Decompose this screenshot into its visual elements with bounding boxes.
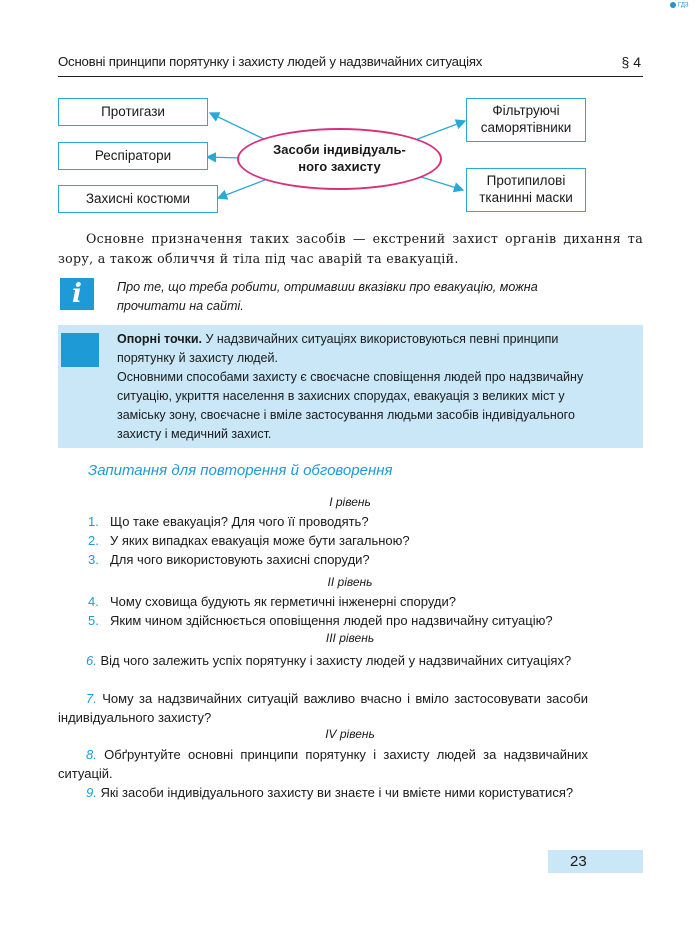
diagram-center-ellipse: Засоби індивідуаль- ного захисту	[237, 128, 442, 190]
question-item: 1. Що таке евакуація? Для чого її проводять?	[88, 514, 369, 529]
main-paragraph: Основне призначення таких засобів — екстрений захист органів дихання та зору, а також обличчя й тіла під час аварій та евакуацій.	[58, 231, 643, 266]
level-4-label: IV рівень	[325, 727, 375, 741]
level-1-label: I рівень	[329, 495, 371, 509]
info-icon: i	[60, 278, 94, 310]
arrow-to-protyhazy	[210, 113, 270, 142]
key-points-icon	[61, 333, 99, 367]
question-item: 5. Яким чином здійснюється оповіщення людей про надзвичайну ситуацію?	[88, 613, 553, 628]
question-item: 4. Чому сховища будують як герметичні інженерні споруди?	[88, 594, 456, 609]
arrow-to-kostiumy	[218, 180, 265, 198]
question-item: 9. Які засоби індивідуального захисту ви знаєте і чи вмієте ними користуватися?	[86, 785, 574, 800]
question-item: 8. Обґрунтуйте основні принципи порятунку і захисту людей за надзвичайних ситуацій.	[58, 747, 588, 781]
level-3-label: III рівень	[325, 631, 375, 645]
arrow-to-respiratory	[207, 157, 240, 158]
question-item: 7. Чому за надзвичайних ситуацій важливо вчасно і вміло застосовувати засоби індивідуального захисту?	[58, 691, 588, 725]
key-points-label: Опорні точки.	[117, 332, 202, 346]
level-2-label: II рівень	[327, 575, 373, 589]
diagram-box-samoriativnyky: Фільтруючі саморятівники	[466, 98, 586, 142]
question-item: 3. Для чого використовують захисні споруди?	[88, 552, 370, 567]
diagram-box-masky: Протипилові тканинні маски	[466, 168, 586, 212]
question-item: 6. Від чого залежить успіх порятунку і захисту людей у надзвичайних ситуаціях?	[86, 653, 572, 668]
page-number: 23	[548, 850, 643, 873]
question-item: 2. У яких випадках евакуація може бути загальною?	[88, 533, 410, 548]
key-points-text: Опорні точки. У надзвичайних ситуаціях використовуються певні принципи порятунку й захисту людей. Основними способами захисту є своєчасне сповіщення людей про надзвичайну ситуацію, укриття населення в захисних спорудах, евакуація з великих міст у заміську зону, своєчасне і вміле застосування людьми засобів індивідуального захисту і медичний захист.	[117, 332, 584, 441]
info-note: Про те, що треба робити, отримавши вказівки про евакуацію, можна прочитати на сайті.	[117, 280, 538, 313]
diagram-box-respiratory: Респіратори	[58, 142, 208, 170]
section-number: § 4	[621, 54, 641, 70]
questions-heading: Запитання для повторення й обговорення	[88, 462, 393, 479]
header-title: Основні принципи порятунку і захисту людей у надзвичайних ситуаціях	[58, 54, 483, 69]
arrow-to-samoriativnyky	[415, 121, 465, 140]
diagram-box-kostiumy: Захисні костюми	[58, 185, 218, 213]
arrow-to-masky	[418, 176, 463, 190]
diagram-box-protyhazy: Протигази	[58, 98, 208, 126]
corner-logo: ГДЗ	[670, 2, 689, 9]
